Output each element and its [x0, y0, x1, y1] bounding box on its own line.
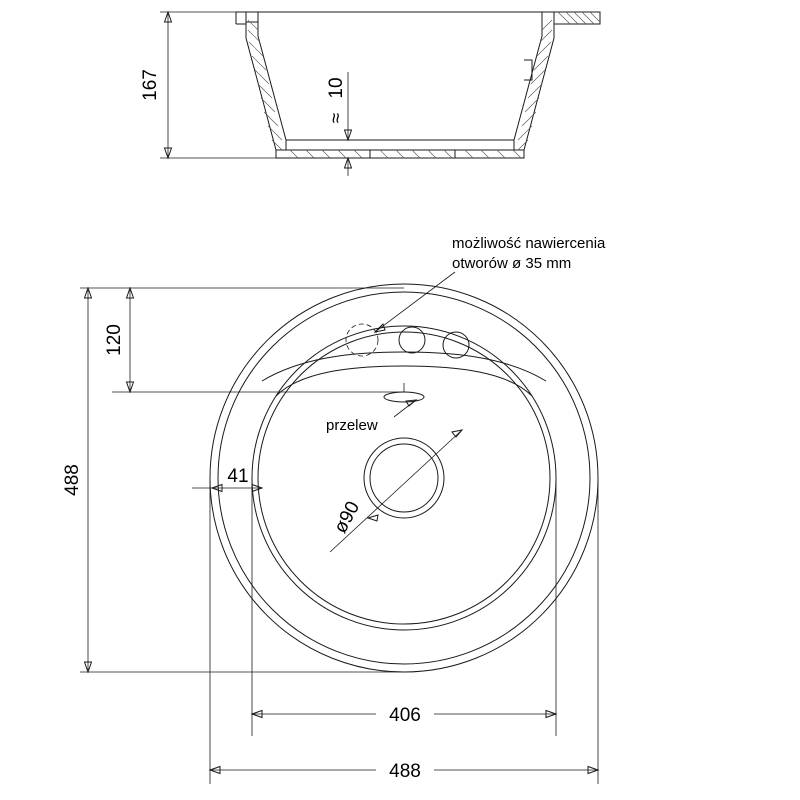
annotation-overflow-note	[322, 400, 416, 436]
dimension-prefix-approx: ≈	[326, 112, 347, 124]
section-flange-right	[554, 12, 600, 24]
dimension-label-120: 120	[104, 324, 125, 356]
dimension-label-diameter-90: ø90	[330, 498, 365, 537]
dimension-label-167: 167	[140, 69, 161, 101]
dimension-width-488	[210, 478, 598, 784]
overflow-note-label: przelew	[326, 417, 378, 434]
tap-hole-1	[399, 327, 425, 353]
section-hatch-right	[518, 20, 552, 150]
dimension-label-488-horizontal: 488	[389, 761, 421, 782]
dimension-label-10: 10	[326, 77, 347, 99]
overflow-slot	[384, 392, 424, 402]
section-inner-profile	[258, 12, 542, 140]
dimension-thickness-10	[326, 72, 352, 176]
tap-hole-note-line1: możliwość nawiercenia	[452, 235, 606, 252]
cross-section-view	[140, 12, 600, 176]
section-flange-left-2	[236, 12, 246, 24]
tap-hole-note-line2: otworów ø 35 mm	[452, 255, 572, 272]
dimension-label-406: 406	[389, 705, 421, 726]
section-hatch-left	[248, 20, 282, 150]
dimension-label-488-vertical: 488	[62, 464, 83, 496]
section-hatch-flange	[558, 12, 600, 24]
section-hatch-bottom	[290, 150, 521, 158]
dimension-height-167	[140, 12, 276, 158]
section-outer-profile	[246, 12, 554, 150]
dimension-rim-offset-41	[192, 466, 262, 492]
annotation-tap-hole-note	[375, 235, 606, 332]
dimension-label-41: 41	[227, 466, 249, 487]
section-flange-left	[236, 12, 246, 24]
top-plan-view	[62, 235, 606, 784]
